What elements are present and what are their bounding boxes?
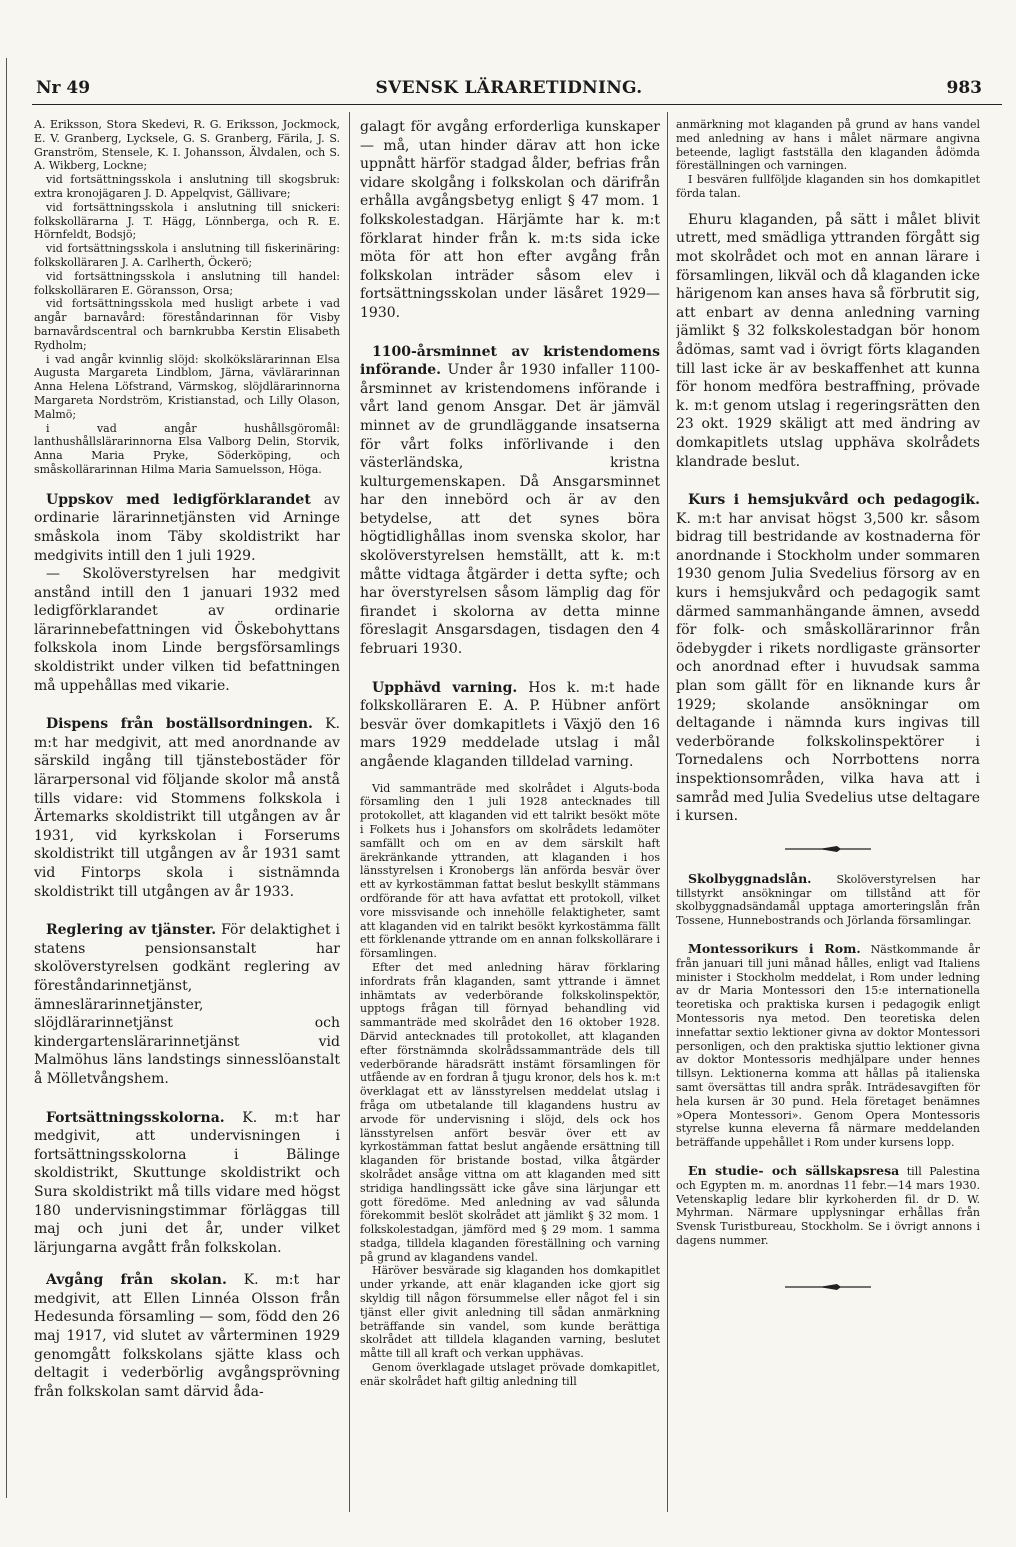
- article-body: Hos k. m:t hade folkskolläraren E. A. P. Hübner anfört besvär över domkapitlets i Växjö den 16 mars 1929 meddelade utslag i mål angående klaganden tilldelad varning.: [360, 679, 660, 770]
- article-heading: En studie- och sällskapsresa: [688, 1162, 900, 1178]
- case-paragraph: Efter det med anledning härav förklaring infordrats från klaganden, samt yttrande i ämnet inhämtats av vederbörande folkskolinspektör, upptogs frågan till förnyad behandling vid sammanträde med skolrådet den 16 oktober 1928. Därvid antecknades till protokollet, att klaganden efter förstnämnda skolrådssammanträde dels till vederbörande häradsrätt instämt församlingen för utfående av en fordran å tjugu kronor, dels hos k. m:t överklagat ett av länsstyrelsen meddelat utslag i fråga om utbetalande till klagandens hustru av arvode för undervisning i slöjd, dels ock hos länsstyrelsen anfört besvär över ett av kyrkostämman fattat beslut angående ersättning till klaganden för bristande bostad, vilka åtgärder skolrådet ansåge vittna om att klaganden med sitt stridiga handlingssätt icke gåve sina lärjungar ett gott föredöme. Med anledning av vad sålunda förekommit beslöt skolrådet att jämlikt § 32 mom. 1 folkskolestadgan, jämförd med § 29 mom. 1 samma stadga, tilldela klaganden föreställning och varning på grund av klagandens vandel.: [360, 960, 660, 1264]
- article-kurs: [676, 491, 980, 826]
- column-3: [676, 118, 980, 1508]
- appointment-item: vid fortsättningsskola med husligt arbete i vad angår barnavård: föreståndarinnan för Visby barnavårdscentral och barnkrubba Kerstin Elisabeth Rydholm;: [34, 297, 340, 352]
- article-body: Nästkommande år från januari till juni månad hålles, enligt vad Italiens minister i Stockholm meddelat, i Rom under ledning av dr Maria Montessori den 15:e internationella teoretiska och praktiska kursen i pedagogik enligt Montessoris nya metod. Den teoretiska delen innefattar sextio lektioner givna av doktor Montessori personligen, och den praktiska sjuttio lektioner givna av doktor Montessoris medhjälpare under hennes tillsyn. Lektionerna komma att hållas på italienska samt översättas till andra språk. Inträdesavgiften för hela kursen är 30 pund. Hela företaget benämnes »Opera Montessori». Genom Opera Montessoris styrelse kunna eleverna få närmare meddelanden beträffande uppehållet i Rom under kursens lopp.: [676, 942, 980, 1150]
- article-heading: Avgång från skolan.: [46, 1272, 227, 1289]
- appointment-item: vid fortsättningsskola i anslutning till skogsbruk: extra kronojägaren J. D. Appelqvist, Gällivare;: [34, 173, 340, 200]
- appointment-item: vid fortsättningsskola i anslutning till fiskerinäring: folkskolläraren J. A. Carlherth, Öckerö;: [34, 242, 340, 269]
- article-montessori: [676, 942, 980, 1150]
- article-body: För delaktighet i statens pensionsanstalt har skolöverstyrelsen godkänt reglering av föreståndarinnetjänst, ämneslärarinnetjänster, slöjdlärarinnetjänst och kindergartenslärarinnetjänst vid Malmöhus läns landstings sinnesslöanstalt å Mölletvångshem.: [34, 922, 340, 1087]
- case-paragraph: Vid sammanträde med skolrådet i Alguts-boda församling den 1 juli 1928 antecknades till protokollet, att klaganden vid ett talrikt besökt möte i Folkets hus i Johansfors om skolrådets ledamöter samfällt och om en av dem särskilt haft ärekränkande yttranden, att klaganden i hos länsstyrelsen i Kronobergs län anförda besvär över ett av kyrkostämman fattat beslut beskyllt stämmans ordförande för att hava avfattat ett protokoll, vilket vore missvisande och innehölle felaktigheter, samt att klaganden vid en talrikt besökt kyrkostämma fällt ett förklenande yttrande om en annan folkskollärare i församlingen.: [360, 781, 660, 961]
- journal-title: SVENSK LÄRARETIDNING.: [375, 78, 643, 98]
- article-body: K. m:t har medgivit, att med anordnande av särskild ingång till tjänstebostäder för lärarpersonal vid följande skolor må anstå tills vidare: vid Stommens folkskola i Ärtemarks skoldistrikt till utgången av år 1931, vid kyrkskolan i Forserums skoldistrikt till utgången av år 1931 samt vid Fintorps skola i sistnämnda skoldistrikt till utgången av år 1933.: [34, 716, 340, 900]
- article-heading: Upphävd varning.: [372, 679, 518, 696]
- article-body: K. m:t har anvisat högst 3,500 kr. såsom bidrag till bestridande av kostnaderna för anordnande i Stockholm under sommaren 1930 genom Julia Svedelius försorg av en kurs i hemsjukvård och pedagogik samt därmed sammanhängande ämnen, avsedd för folk- och småskollärarinnor från ödebygder i rikets nordligaste gränsorter och anordnad efter i huvudsak samma plan som gällt för en liknande kurs år 1929; skolande ansökningar om deltagande i nämnda kurs ingivas till vederbörande folkskolinspektörer i Tornedalens och Norrbottens norra inspektionsområden, vilka hava att i samråd med Julia Svedelius utse deltagare i kursen.: [676, 510, 980, 825]
- page-header: [36, 78, 982, 102]
- appointments-intro: A. Eriksson, Stora Skedevi, R. G. Eriksson, Jockmock, E. V. Granberg, Lycksele, G. S. Granberg, Färila, J. S. Granström, Stensele, K. I. Johansson, Älvdalen, och S. A. Wikberg, Lockne;: [34, 118, 340, 173]
- article-body: — Skolöverstyrelsen har medgivit anstånd intill den 1 januari 1932 med ledigförklarandet av ordinarie lärarinnebefattningen vid Öskebohyttans folkskola inom Linde bergsförsamlings skoldistrikt under vilken tid befattningen må uppehållas med vikarie.: [34, 566, 340, 694]
- article-body: av ordinarie lärarinnetjänsten vid Arninge småskola inom Täby skoldistrikt har medgivits intill den 1 juli 1929.: [34, 491, 340, 564]
- case-paragraph: I besvären fullföljde klaganden sin hos domkapitlet förda talan.: [676, 173, 980, 200]
- article-dispens: [34, 715, 340, 901]
- appointment-item: vid fortsättningsskola i anslutning till handel: folkskolläraren E. Göransson, Orsa;: [34, 269, 340, 297]
- article-reglering: [34, 921, 340, 1088]
- article-body: Skolöverstyrelsen har tillstyrkt ansökningar om tillstånd att för skolbyggnadsändamål upptaga amorteringslån från Tossene, Hunnebostrands och Jörlanda församlingar.: [676, 872, 980, 928]
- article-continuation: galagt för avgång erforderliga kunskaper — må, utan hinder därav att hon icke uppnått härför stadgad ålder, befrias från vidare skolgång i folkskolan och därifrån erhålla avgångsbetyg enligt § 47 mom. 1 folkskolestadgan. Härjämte har k. m:t förklarat hinder från k. m:ts sida icke möta för att hon efter avgång från folkskolan inträder såsom elev i fortsättningsskolan under läsåret 1929—1930.: [360, 119, 660, 321]
- article-body: K. m:t har medgivit, att undervisningen i fortsättningsskolorna i Bälinge skoldistrikt, Skuttunge skoldistrikt och Sura skoldistrikt må tills vidare med högst 180 undervisningstimmar förläggas till maj och juni det år, under vilket lärjungarna avgått från folkskolan.: [34, 1109, 340, 1256]
- appointment-item: i vad angår hushållsgöromål: lanthushållslärarinnorna Elsa Valborg Delin, Storvik, Anna Maria Pryke, Söderköping, och småskollärarinnan Hilma Maria Samuelsson, Höga.: [34, 421, 340, 476]
- article-fortsattning: [34, 1109, 340, 1258]
- appointment-item: vid fortsättningsskola i anslutning till snickeri: folkskollärarna J. T. Hägg, Lönnberga, och R. E. Hörnfeldt, Bodsjö;: [34, 200, 340, 242]
- header-rule: [32, 104, 1002, 105]
- article-minnet: [360, 343, 660, 659]
- article-skolbyggnad: [676, 872, 980, 928]
- article-heading: Fortsättningsskolorna.: [46, 1109, 225, 1126]
- article-heading: Kurs i hemsjukvård och pedagogik.: [688, 492, 980, 509]
- article-heading: Dispens från boställsordningen.: [46, 716, 313, 733]
- appointment-item: i vad angår kvinnlig slöjd: skolkökslärarinnan Elsa Augusta Margareta Lindblom, Järna, vävlärarinnan Anna Helena Löfstrand, Värmskog, slöjdlärarinnorna Margareta Nordström, Kristianstad, och Lilly Olason, Malmö;: [34, 352, 340, 421]
- case-paragraph: Genom överklagade utslaget prövade domkapitlet, enär skolrådet haft giltig anledning till: [360, 1361, 660, 1388]
- column-divider: [667, 112, 668, 1512]
- case-paragraph: anmärkning mot klaganden på grund av hans vandel med anledning av hans i målet närmare angivna beteende, lagligt fastställa den klaganden ådömda föreställningen och varningen.: [676, 118, 980, 173]
- article-heading: Uppskov med ledigförklarandet: [46, 491, 311, 508]
- column-1: [34, 118, 340, 1508]
- section-ornament: [785, 844, 871, 854]
- article-body: K. m:t har medgivit, att Ellen Linnéa Olsson från Hedesunda församling — som, född den 26 maj 1917, vid slutet av vårterminen 1929 genomgått folkskolans sjätte klass och deltagit i vederbörlig avgångsprövning från folkskolan samt därvid åda-: [34, 1272, 340, 1400]
- article-heading: Montessorikurs i Rom.: [688, 940, 861, 956]
- article-heading: Skolbyggnadslån.: [688, 870, 812, 886]
- column-2: [360, 118, 660, 1508]
- section-ornament: [785, 1282, 871, 1292]
- page-number: 983: [946, 78, 982, 98]
- issue-number: Nr 49: [36, 78, 91, 98]
- article-heading: Reglering av tjänster.: [46, 922, 217, 939]
- case-paragraph: Häröver besvärade sig klaganden hos domkapitlet under yrkande, att enär klaganden icke gjort sig skyldig till någon försummelse eller något fel i sin tjänst eller givit anledning till sådan anmärkning beträffande sin vandel, som kunde berättiga skolrådet att tilldela klaganden varning, beslutet måtte till all kraft och verkan upphävas.: [360, 1264, 660, 1361]
- article-heading: 1100-årsminnet av kristendomens införande.: [360, 343, 660, 379]
- case-verdict: Ehuru klaganden, på sätt i målet blivit utrett, med smädliga yttranden förgått sig mot skolrådet och mot en annan lärare i församlingen, likväl och då klaganden icke härigenom kan anses hava så förbrutit sig, att enbart av denna anledning varning jämlikt § 32 folkskolestadgan bör honom ådömas, samt vad i övrigt förts klaganden till last icke är av beskaffenhet att kunna för honom medföra bestraffning, prövade k. m:t genom utslag i regeringsrätten den 23 okt. 1929 skäligt att med ändring av domkapitlets utslag upphäva skolrådets klandrade beslut.: [676, 211, 980, 470]
- left-margin-rule: [6, 58, 7, 1498]
- article-uppskov: [34, 491, 340, 565]
- article-studieresa: [676, 1164, 980, 1248]
- column-divider: [349, 112, 350, 1512]
- article-upphavd: [360, 679, 660, 772]
- article-body: Under år 1930 infaller 1100-årsminnet av kristendomens införande i vårt land genom Ansgar. Det är jämväl minnet av de grundläggande insatserna för vårt folks införlivande i den västerländska, kristna kulturgemenskapen. Då Ansgarsminnet har den innebörd och är av den betydelse, att det synes böra högtidlighållas inom svenska skolor, har skolöverstyrelsen hemställt, att k. m:t måtte vidtaga åtgärder i detta syfte; och har överstyrelsen såsom lämplig dag för firandet i skolorna av detta minne föreslagit Ansgarsdagen, tisdagen den 4 februari 1930.: [360, 362, 660, 658]
- article-avgang: [34, 1271, 340, 1401]
- article-body: till Palestina och Egypten m. m. anordnas 11 febr.—14 mars 1930. Vetenskaplig ledare blir kyrkoherden fil. dr D. W. Myhrman. Närmare upplysningar erhållas från Svensk Turistbureau, Stockholm. Se i övrigt annons i dagens nummer.: [676, 1164, 980, 1247]
